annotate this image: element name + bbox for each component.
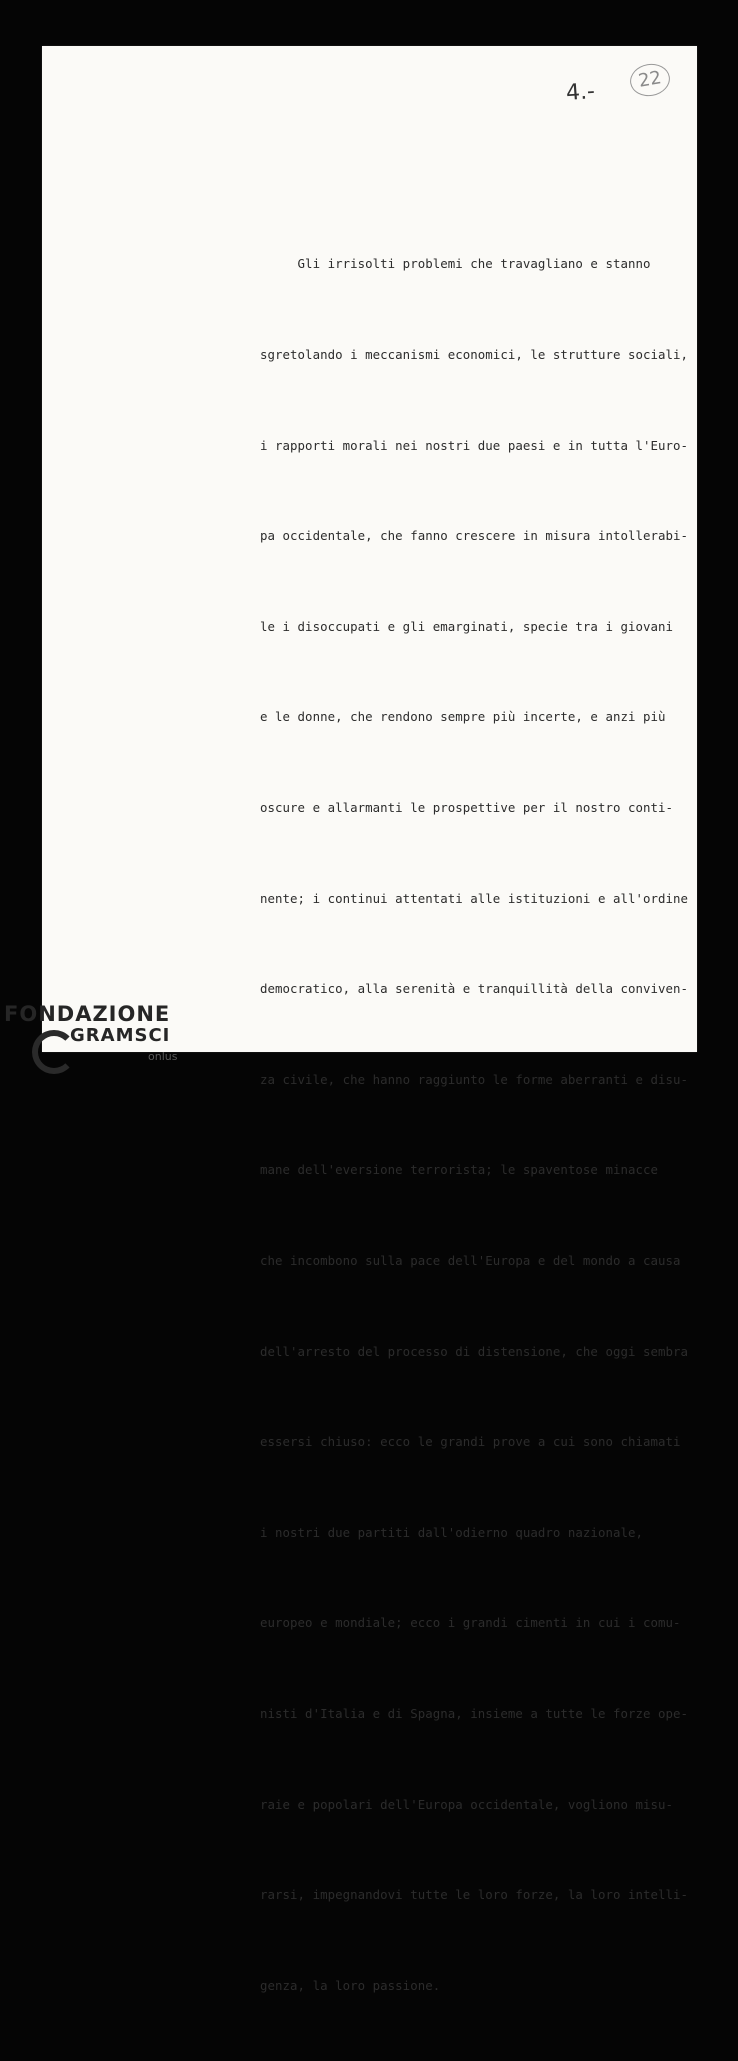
text-line: i rapporti morali nei nostri due paesi e in tutta l'Euro- bbox=[260, 437, 689, 453]
text-line: sgretolando i meccanismi economici, le strutture sociali, bbox=[260, 347, 689, 362]
text-line: le i disoccupati e gli emarginati, specie tra i giovani bbox=[260, 618, 674, 634]
text-line: europeo e mondiale; ecco i grandi cimenti in cui i comu- bbox=[260, 1615, 681, 1631]
archive-number-stamp: 22 bbox=[628, 61, 673, 99]
watermark-sub: onlus bbox=[148, 1050, 178, 1063]
text-line: Gli irrisolti problemi che travagliano e stanno bbox=[260, 256, 651, 272]
body-text bbox=[260, 189, 689, 2061]
text-line: nisti d'Italia e di Spagna, insieme a tutte le forze ope- bbox=[260, 1705, 689, 1721]
watermark-line1: FONDAZIONE bbox=[4, 1002, 171, 1026]
text-line: democratico, alla serenità e tranquillità della conviven- bbox=[260, 981, 689, 997]
text-line: che incombono sulla pace dell'Europa e del mondo a causa bbox=[260, 1252, 681, 1268]
watermark-line2: GRAMSCI bbox=[70, 1025, 171, 1046]
foundation-watermark bbox=[4, 1000, 184, 1080]
text-line: rarsi, impegnandovi tutte le loro forze, la loro intelli- bbox=[260, 1887, 689, 1903]
text-line: genza, la loro passione. bbox=[260, 1977, 441, 1993]
text-line: dell'arresto del processo di distensione, che oggi sembra bbox=[260, 1343, 689, 1359]
text-line: oscure e allarmanti le prospettive per il nostro conti- bbox=[260, 799, 674, 815]
text-line: e le donne, che rendono sempre più incerte, e anzi più bbox=[260, 709, 666, 725]
page-number: 4.- bbox=[565, 79, 596, 106]
text-line: za civile, che hanno raggiunto le forme aberranti e disu- bbox=[260, 1071, 689, 1087]
text-line: i nostri due partiti dall'odierno quadro nazionale, bbox=[260, 1524, 643, 1540]
text-line: raie e popolari dell'Europa occidentale, vogliono misu- bbox=[260, 1796, 674, 1812]
text-line: essersi chiuso: ecco le grandi prove a cui sono chiamati bbox=[260, 1434, 681, 1450]
text-line: pa occidentale, che fanno crescere in misura intollerabi- bbox=[260, 528, 689, 544]
text-line: nente; i continui attentati alle istituzioni e all'ordine bbox=[260, 890, 689, 906]
text-line: mane dell'eversione terrorista; le spaventose minacce bbox=[260, 1162, 659, 1178]
